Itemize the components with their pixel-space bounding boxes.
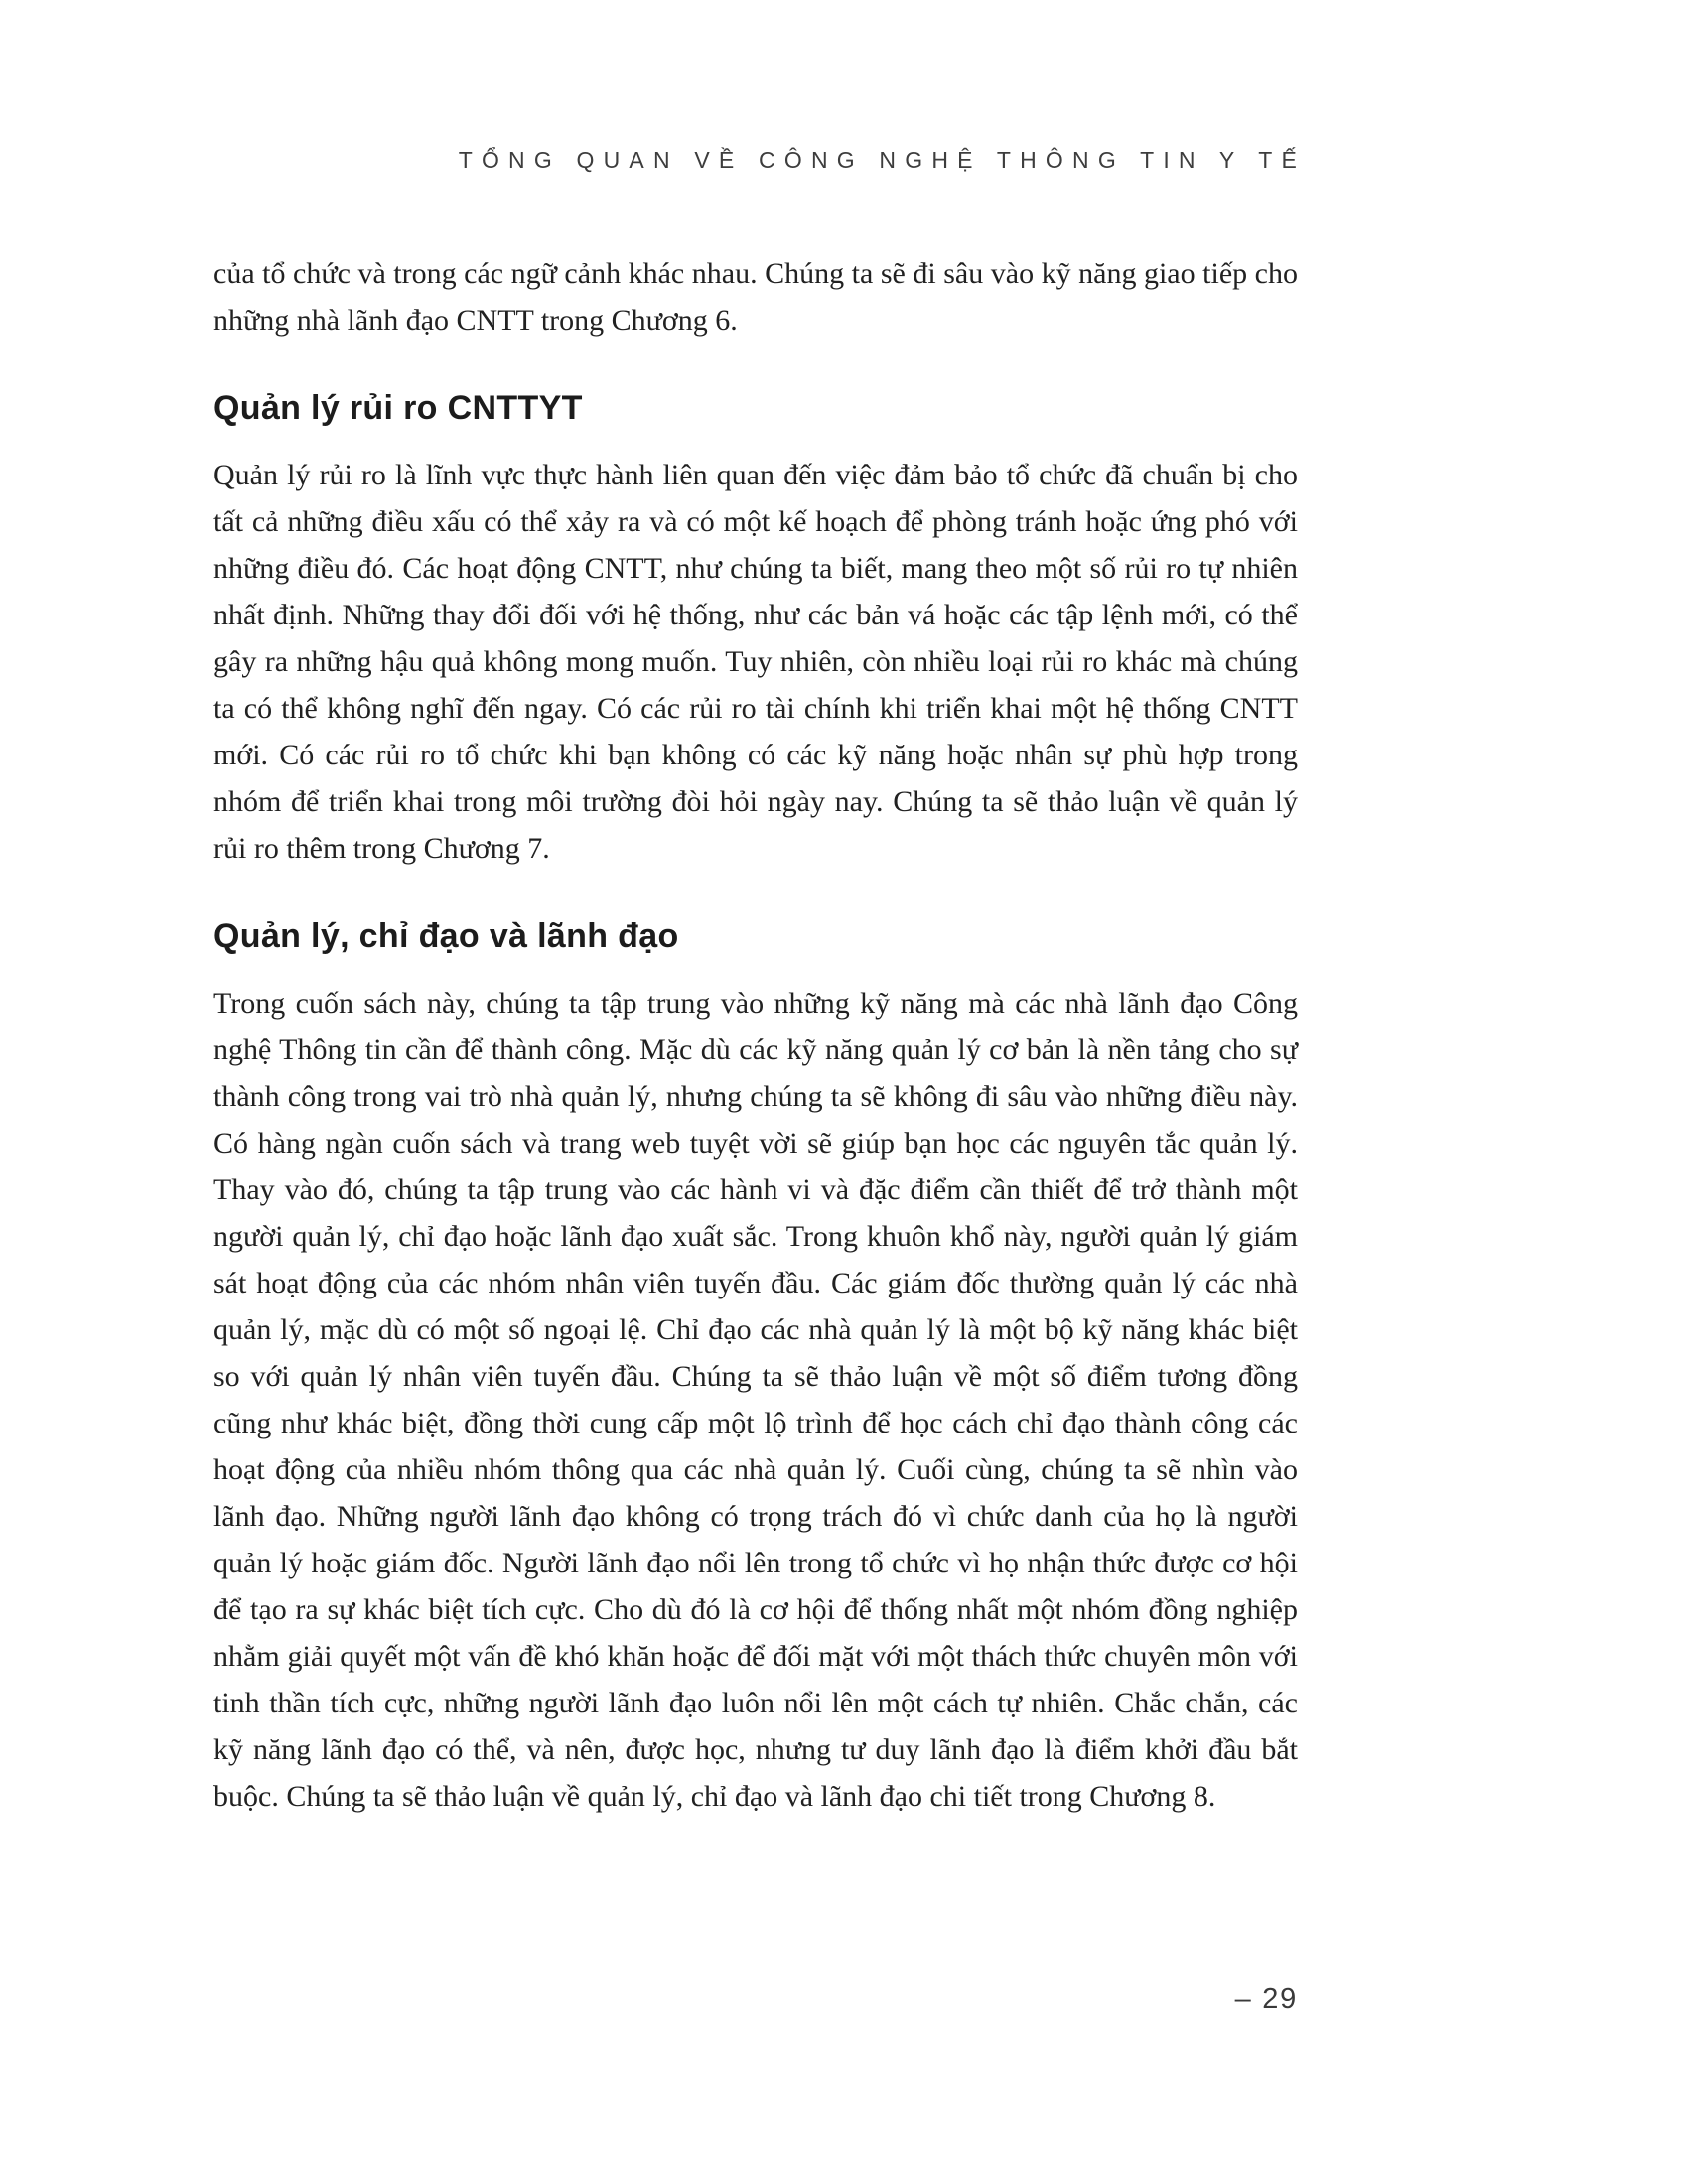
section-management-leadership [213,917,1298,1820]
section-heading: Quản lý, chỉ đạo và lãnh đạo [213,917,679,955]
intro-paragraph: của tổ chức và trong các ngữ cảnh khác nhau. Chúng ta sẽ đi sâu vào kỹ năng giao tiếp cho những nhà lãnh đạo CNTT trong Chương 6. [213,257,1298,337]
body-paragraph: Quản lý rủi ro là lĩnh vực thực hành liên quan đến việc đảm bảo tổ chức đã chuẩn bị cho tất cả những điều xấu có thể xảy ra và có một kế hoạch để phòng tránh hoặc ứng phó với những điều đó. Các hoạt động CNTT, như chúng ta biết, mang theo một số rủi ro tự nhiên nhất định. Những thay đổi đối với hệ thống, như các bản vá hoặc các tập lệnh mới, có thể gây ra những hậu quả không mong muốn. Tuy nhiên, còn nhiều loại rủi ro khác mà chúng ta có thể không nghĩ đến ngay. Có các rủi ro tài chính khi triển khai một hệ thống CNTT mới. Có các rủi ro tổ chức khi bạn không có các kỹ năng hoặc nhân sự phù hợp trong nhóm để triển khai trong môi trường đòi hỏi ngày nay. Chúng ta sẽ thảo luận về quản lý rủi ro thêm trong Chương 7. [213,459,1298,865]
section-heading: Quản lý rủi ro CNTTYT [213,389,583,427]
page-number: – 29 [1234,1983,1298,2015]
body-paragraph: Trong cuốn sách này, chúng ta tập trung vào những kỹ năng mà các nhà lãnh đạo Công nghệ Thông tin cần để thành công. Mặc dù các kỹ năng quản lý cơ bản là nền tảng cho sự thành công trong vai trò nhà quản lý, nhưng chúng ta sẽ không đi sâu vào những điều này. Có hàng ngàn cuốn sách và trang web tuyệt vời sẽ giúp bạn học các nguyên tắc quản lý. Thay vào đó, chúng ta tập trung vào các hành vi và đặc điểm cần thiết để trở thành một người quản lý, chỉ đạo hoặc lãnh đạo xuất sắc. Trong khuôn khổ này, người quản lý giám sát hoạt động của các nhóm nhân viên tuyến đầu. Các giám đốc thường quản lý các nhà quản lý, mặc dù có một số ngoại lệ. Chỉ đạo các nhà quản lý là một bộ kỹ năng khác biệt so với quản lý nhân viên tuyến đầu. Chúng ta sẽ thảo luận về một số điểm tương đồng cũng như khác biệt, đồng thời cung cấp một lộ trình để học cách chỉ đạo thành công các hoạt động của nhiều nhóm thông qua các nhà quản lý. Cuối cùng, chúng ta sẽ nhìn vào lãnh đạo. Những người lãnh đạo không có trọng trách đó vì chức danh của họ là người quản lý hoặc giám đốc. Người lãnh đạo nổi lên trong tổ chức vì họ nhận thức được cơ hội để tạo ra sự khác biệt tích cực. Cho dù đó là cơ hội để thống nhất một nhóm đồng nghiệp nhằm giải quyết một vấn đề khó khăn hoặc để đối mặt với một thách thức chuyên môn với tinh thần tích cực, những người lãnh đạo luôn nổi lên một cách tự nhiên. Chắc chắn, các kỹ năng lãnh đạo có thể, và nên, được học, nhưng tư duy lãnh đạo là điểm khởi đầu bắt buộc. Chúng ta sẽ thảo luận về quản lý, chỉ đạo và lãnh đạo chi tiết trong Chương 8. [213,987,1298,1813]
running-head: TỔNG QUAN VỀ CÔNG NGHỆ THÔNG TIN Y TẾ [458,147,1306,173]
page-content [213,250,1298,1820]
section-risk-management [213,389,1298,872]
